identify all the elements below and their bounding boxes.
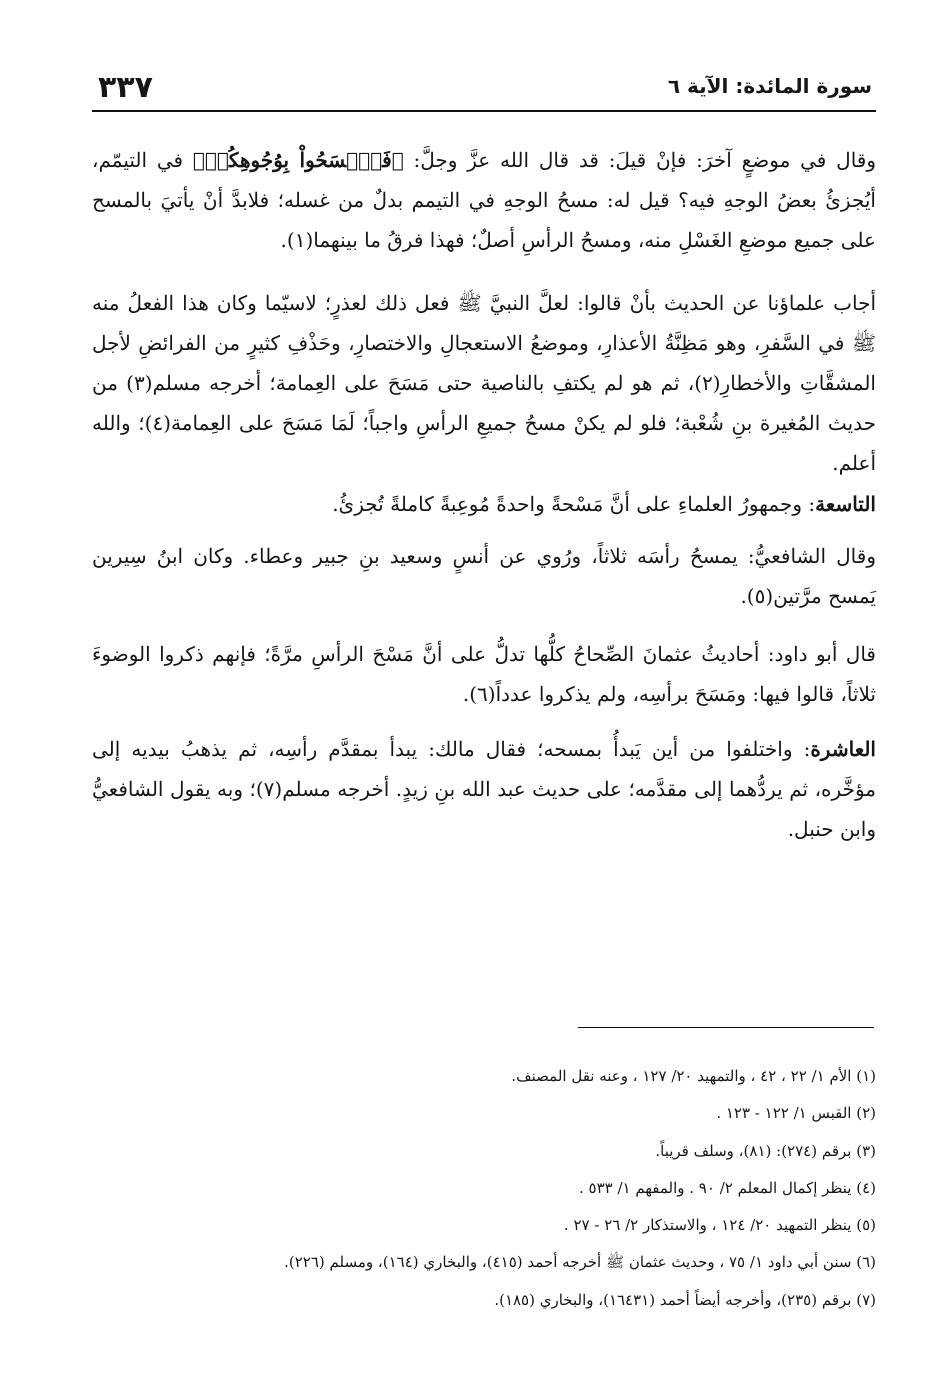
paragraph-4: وقال الشافعيُّ: يمسحُ رأسَه ثلاثاً، ورُوي عن أنسٍ وسعيد بنِ جبير وعطاء. وكان ابنُ سِيرين يَمسح مرَّتين(٥). [92, 543, 876, 609]
quran-verse: ﴿فَٱمۡسَحُواْ بِوُجُوهِكُمۡ﴾ [192, 148, 404, 172]
page-header [92, 62, 876, 112]
footnote-4: (٤) ينظر إكمال المعلم ٢/ ٩٠ . والمفهم ١/ ٥٣٣ . [578, 1178, 876, 1197]
paragraph-5: قال أبو داود: أحاديثُ عثمانَ الصِّحاحُ كلُّها تدلُّ على أنَّ مَسْحَ الرأسِ مرَّةً؛ فإنهم ذكروا الوضوءَ ثلاثاً، قالوا فيها: ومَسَحَ برأسِه، ولم يذكروا عدداً(٦). [92, 642, 876, 707]
running-title: سورة المائدة: الآية ٦ [667, 74, 872, 98]
footnote-3: (٣) برقم (٢٧٤): (٨١)، وسلف قريباً. [655, 1141, 876, 1160]
footnote-7: (٧) برقم (٢٣٥)، وأخرجه أيضاً أحمد (١٦٤٣١)، والبخاري (١٨٥). [494, 1290, 876, 1309]
paragraph-ninth [92, 484, 876, 524]
footnote-2: (٢) القبس ١/ ١٢٢ - ١٢٣ . [716, 1104, 876, 1123]
footnote-5: (٥) ينظر التمهيد ٢٠/ ١٢٤ ، والاستذكار ٢/ ٢٦ - ٢٧ . [563, 1216, 876, 1235]
tenth-label: العاشرة [810, 736, 876, 761]
paragraph-tenth [92, 729, 876, 850]
ninth-text: : وجمهورُ العلماءِ على أنَّ مَسْحةً واحدةً مُوعِبةً كاملةً تُجزئُ. [332, 491, 816, 516]
footnote-divider [578, 1027, 874, 1028]
tenth-text: : واختلفوا من أين يَبدأُ بمسحه؛ فقال مالك: يبدأ بمقدَّم رأسِه، ثم يذهبُ بيديه إلى مؤخَّره، ثم يردُّهما إلى مقدَّمه؛ على حديث عبد الله بنِ زيدٍ. أخرجه مسلم(٧)؛ وبه يقول الشافعيُّ وابن حنبل. [92, 736, 876, 842]
footnotes [92, 1058, 876, 1319]
paragraph-1 [92, 140, 876, 261]
paragraph-1-intro: وقال في موضعٍ آخرَ: فإنْ قيلَ: قد قال الله عزَّ وجلَّ: [403, 148, 877, 172]
page-number: ٣٣٧ [98, 70, 153, 105]
footnote-6: (٦) سنن أبي داود ١/ ٧٥ ، وحديث عثمان ﷺ أخرجه أحمد (٤١٥)، والبخاري (١٦٤)، ومسلم (٢٢٦). [284, 1253, 876, 1272]
paragraph-1-rest: في التيمّم، أيُجزئُ بعضُ الوجهِ فيه؟ قيل له: مسحُ الوجهِ في التيمم بدلٌ من غسله؛ فلابدَّ أنْ يأتيَ بالمسح على جميع موضعِ الغَسْلِ منه، ومسحُ الرأسِ أصلٌ؛ فهذا فرقُ ما بينهما(١). [92, 148, 876, 253]
footnote-1: (١) الأم ١/ ٢٢ ، ٤٢ ، والتمهيد ٢٠/ ١٢٧ ، وعنه نقل المصنف. [511, 1067, 876, 1085]
main-text [92, 140, 876, 849]
ninth-label: التاسعة [815, 491, 876, 516]
paragraph-2: أجاب علماؤنا عن الحديث بأنْ قالوا: لعلَّ النبيَّ ﷺ فعل ذلك لعذرٍ؛ لاسيّما وكان هذا الفعلُ منه ﷺ في السَّفرِ، وهو مَظِنَّةُ الأعذارِ، وموضعُ الاستعجالِ والاختصارِ، وحَذْفِ كثيرٍ من الفرائضِ لأجل المشقَّاتِ والأخطارِ(٢)، ثم هو لم يكتفِ بالناصية حتى مَسَحَ على العِمامة؛ أخرجه مسلم(٣) من حديث المُغيرة بنِ شُعْبة؛ فلو لم يكنْ مسحُ جميعِ الرأسِ واجباً؛ لَمَا مَسَحَ على العِمامة(٤)؛ والله أعلم. [92, 290, 876, 476]
